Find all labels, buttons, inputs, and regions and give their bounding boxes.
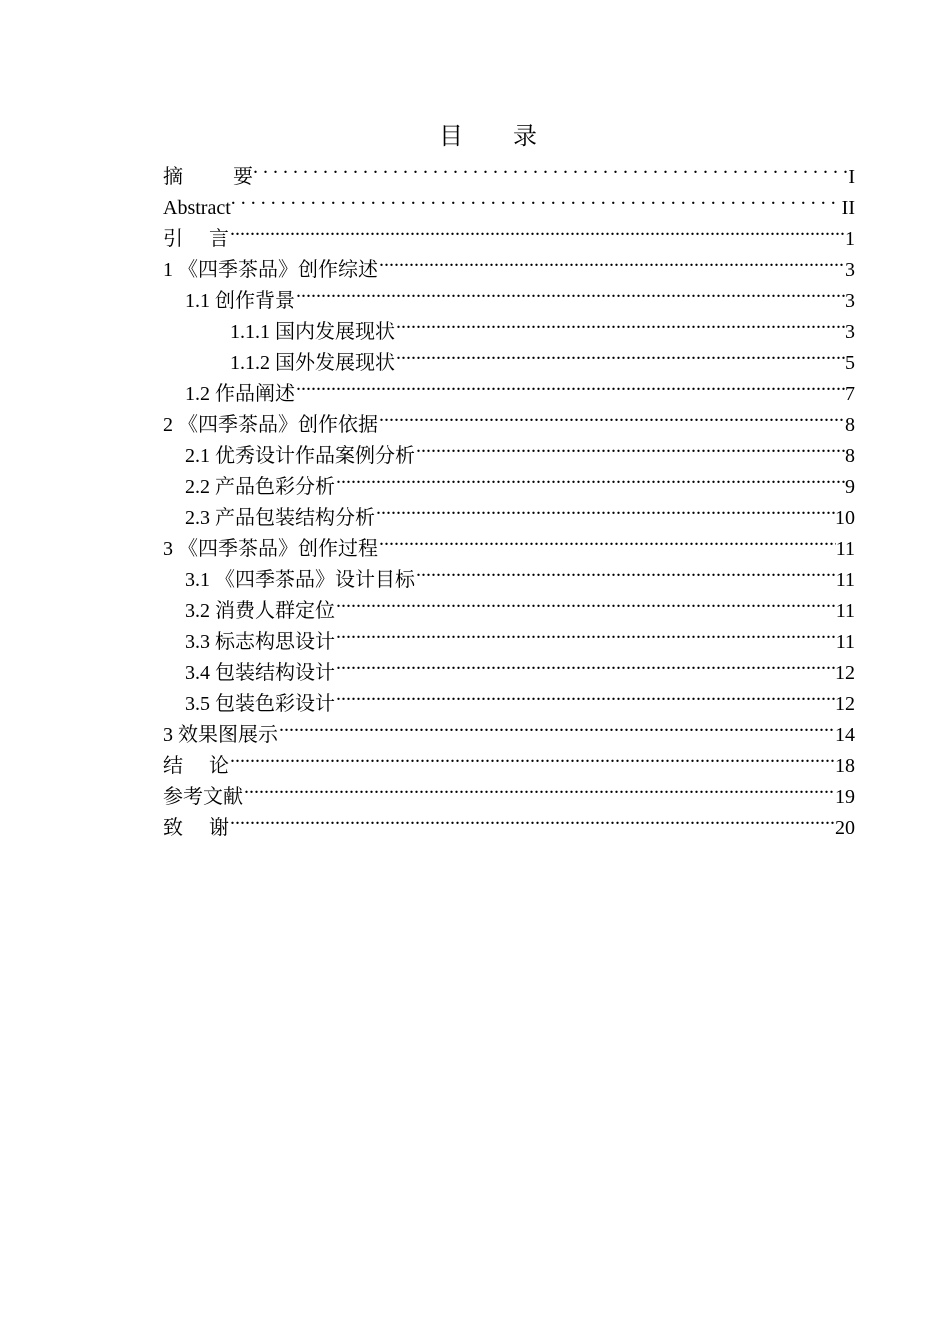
toc-leader-dots: [335, 617, 836, 648]
toc-entry-page: 8: [845, 414, 855, 436]
toc-entry-label: 3.4 包装结构设计: [185, 662, 335, 684]
toc-leader-dots: [295, 276, 845, 307]
toc-entry-page: 11: [835, 600, 855, 622]
toc-leader-dots: [295, 369, 845, 400]
toc-list: [163, 152, 855, 839]
toc-entry-label: 1 《四季茶品》创作综述: [163, 259, 378, 281]
toc-leader-dots: [395, 338, 845, 369]
toc-leader-dots: [335, 462, 845, 493]
toc-label-char: 结: [163, 755, 183, 777]
toc-entry-label: 3 《四季茶品》创作过程: [163, 538, 378, 560]
toc-entry-acknowledgements[interactable]: [163, 803, 855, 839]
toc-leader-dots: [229, 803, 835, 834]
toc-leader-dots: [335, 679, 835, 710]
toc-leader-dots: [378, 245, 845, 276]
toc-entry-page: 11: [835, 569, 855, 591]
toc-entry-page: 12: [835, 662, 855, 684]
toc-title: [0, 118, 950, 154]
toc-entry-label: 2 《四季茶品》创作依据: [163, 414, 378, 436]
toc-entry-references[interactable]: [163, 772, 855, 808]
toc-leader-dots: [378, 524, 836, 555]
toc-entry-abstract-cn[interactable]: [163, 152, 855, 188]
toc-title-char-left: 目: [439, 122, 463, 150]
toc-entry-label: Abstract: [163, 197, 231, 219]
toc-entry-page: II: [841, 197, 855, 219]
toc-entry-label: 2.1 优秀设计作品案例分析: [185, 445, 415, 467]
toc-entry-label: [163, 751, 229, 782]
toc-label-char: 要: [233, 166, 253, 188]
toc-entry-page: 11: [835, 631, 855, 653]
toc-leader-dots: [415, 555, 836, 586]
toc-entry-label: 1.1.1 国内发展现状: [230, 321, 395, 343]
toc-label-char: 致: [163, 817, 183, 839]
toc-label-char: 言: [209, 228, 229, 250]
toc-entry-label: [163, 813, 229, 844]
toc-entry-abstract-en[interactable]: [163, 183, 855, 219]
toc-leader-dots: [415, 431, 845, 462]
toc-entry-label: 3.2 消费人群定位: [185, 600, 335, 622]
toc-entry-label: 1.1 创作背景: [185, 290, 295, 312]
toc-leader-dots: [229, 214, 845, 245]
toc-entry-page: 14: [835, 724, 855, 746]
toc-entry-conclusion[interactable]: [163, 741, 855, 777]
toc-entry-page: 3: [845, 259, 855, 281]
toc-entry-label: 1.1.2 国外发展现状: [230, 352, 395, 374]
toc-entry-label: 3.5 包装色彩设计: [185, 693, 335, 715]
toc-entry-label: 参考文献: [163, 786, 243, 808]
toc-entry-label: 2.3 产品包装结构分析: [185, 507, 375, 529]
toc-leader-dots: [375, 493, 835, 524]
toc-leader-dots: [378, 400, 845, 431]
toc-leader-dots: [335, 648, 835, 679]
toc-entry-page: 1: [845, 228, 855, 250]
toc-entry-label: 1.2 作品阐述: [185, 383, 295, 405]
toc-entry-label: [163, 224, 229, 255]
toc-entry-label: 3.3 标志构思设计: [185, 631, 335, 653]
toc-label-char: 摘: [163, 166, 183, 188]
toc-leader-dots: [253, 152, 848, 183]
toc-label-char: 谢: [209, 817, 229, 839]
toc-entry-page: 20: [835, 817, 855, 839]
toc-leader-dots: [278, 710, 835, 741]
toc-entry-page: 12: [835, 693, 855, 715]
toc-entry-page: 11: [835, 538, 855, 560]
toc-leader-dots: [395, 307, 845, 338]
toc-leader-dots: [335, 586, 836, 617]
toc-entry-page: 19: [835, 786, 855, 808]
toc-entry-chapter-1[interactable]: [163, 245, 855, 281]
toc-leader-dots: [229, 741, 835, 772]
toc-entry-page: 3: [845, 290, 855, 312]
toc-entry-label: 2.2 产品色彩分析: [185, 476, 335, 498]
toc-entry-introduction[interactable]: [163, 214, 855, 250]
toc-entry-page: 3: [845, 321, 855, 343]
toc-entry-page: I: [848, 166, 855, 188]
toc-entry-page: 7: [845, 383, 855, 405]
toc-entry-page: 5: [845, 352, 855, 374]
toc-leader-dots: [243, 772, 835, 803]
toc-label-char: 论: [209, 755, 229, 777]
toc-entry-label: 3.1 《四季茶品》设计目标: [185, 569, 415, 591]
toc-entry-page: 18: [835, 755, 855, 777]
toc-leader-dots: [231, 183, 842, 214]
toc-entry-page: 10: [835, 507, 855, 529]
toc-label-char: 引: [163, 228, 183, 250]
toc-title-char-right: 录: [513, 122, 537, 150]
toc-entry-page: 9: [845, 476, 855, 498]
toc-entry-page: 8: [845, 445, 855, 467]
toc-entry-label: 3 效果图展示: [163, 724, 278, 746]
